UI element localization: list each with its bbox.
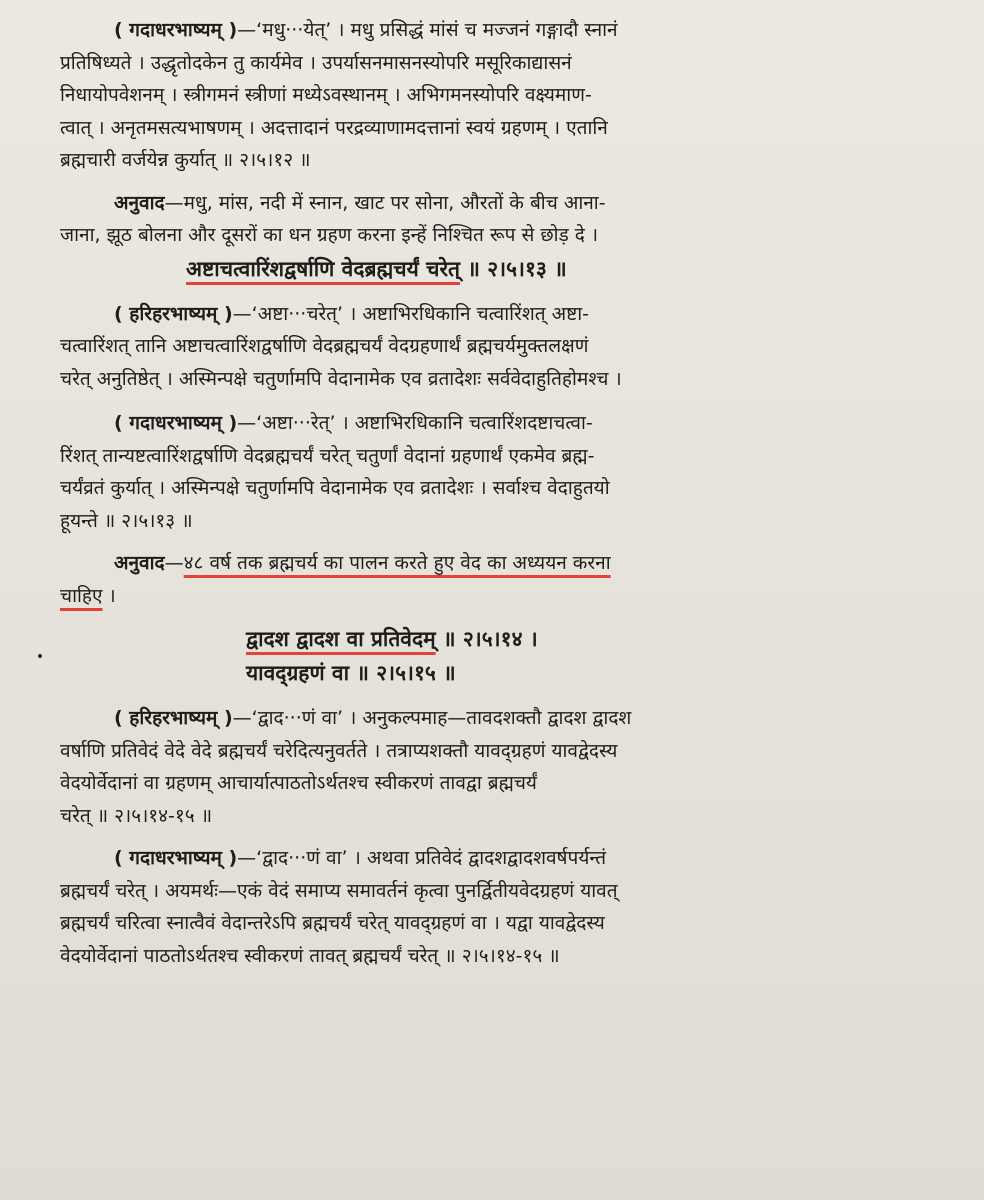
commentary-label: ( हरिहरभाष्यम् ) [114, 302, 233, 325]
text-line: ब्रह्मचर्यं चरित्वा स्नात्वैवं वेदान्तरेऽपि ब्रह्मचर्यं चरेत् यावद्ग्रहणं वा । यद्वा यावद्वेदस्य [60, 912, 605, 934]
text-line: ( गदाधरभाष्यम् )—‘अष्टा···रेत्’ । अष्टाभिरधिकानि चत्वारिंशदष्टाचत्वा- [114, 412, 593, 434]
commentary-label: ( गदाधरभाष्यम् ) [114, 19, 238, 41]
text-line: अनुवाद—४८ वर्ष तक ब्रह्मचर्य का पालन करते हुए वेद का अध्ययन करना [114, 552, 611, 574]
text-line: चर्यंव्रतं कुर्यात् । अस्मिन्पक्षे चतुर्णामपि वेदानामेक एव व्रतादेशः । सर्वाश्च वेदाहुतयो [60, 477, 610, 499]
highlighted-translation: ४८ वर्ष तक ब्रह्मचर्य का पालन करते हुए वेद का अध्ययन करना [183, 552, 611, 574]
highlighted-translation-end: चाहिए [60, 584, 103, 607]
text-line: वर्षाणि प्रतिवेदं वेदे वेदे ब्रह्मचर्यं चरेदित्यनुवर्तते । तत्राप्यशक्तौ यावद्ग्रहणं यावद्वेदस्य [60, 739, 618, 762]
text-line: जाना, झूठ बोलना और दूसरों का धन ग्रहण करना इन्हें निश्चित रूप से छोड़ दे । [60, 224, 599, 246]
text-line: ( गदाधरभाष्यम् )—‘मधु···येत्’ । मधु प्रसिद्धं मांसं च मज्जनं गङ्गादौ स्नानं [114, 19, 618, 41]
text-line: चत्वारिंशत् तानि अष्टाचत्वारिंशद्वर्षाणि वेदब्रह्मचर्यं वेदग्रहणार्थं ब्रह्मचर्यमुक्तलक्षणं [60, 335, 589, 357]
verse-15: यावद्ग्रहणं वा ॥ २।५।१५ ॥ [246, 661, 456, 685]
ink-speck [38, 654, 42, 658]
verse-14-text: द्वादश द्वादश वा प्रतिवेदम् [246, 627, 436, 651]
text-line: अनुवाद—मधु, मांस, नदी में स्नान, खाट पर सोना, औरतों के बीच आना- [114, 191, 606, 214]
text-line: रिंशत् तान्यष्टत्वारिंशद्वर्षाणि वेदब्रह्मचर्यं चरेत् चतुर्णां वेदानां ग्रहणार्थं एकमेव ब्रह्म- [60, 444, 595, 467]
verse-13-text: अष्टाचत्वारिंशद्वर्षाणि वेदब्रह्मचर्यं चरेत् [186, 256, 461, 281]
gadadhara-commentary-14-15 [60, 842, 888, 972]
translation-label: अनुवाद [114, 552, 165, 574]
text-line: हूयन्ते ॥ २।५।१३ ॥ [60, 509, 193, 532]
commentary-label: ( गदाधरभाष्यम् ) [114, 847, 238, 869]
verse-14-number: ॥ २।५।१४ । [435, 627, 538, 651]
verse-13-number: ॥ २।५।१३ ॥ [460, 256, 567, 281]
text-line: ( हरिहरभाष्यम् )—‘द्वाद···णं वा’ । अनुकल्पमाह—तावदशक्तौ द्वादश द्वादश [114, 707, 632, 729]
gadadhara-commentary-13 [60, 407, 888, 537]
translation-label: अनुवाद [114, 191, 165, 214]
text-line: चरेत् अनुतिष्ठेत् । अस्मिन्पक्षे चतुर्णामपि वेदानामेक एव व्रतादेशः सर्ववेदाहुतिहोमश्च । [60, 367, 622, 390]
harihara-commentary-13 [60, 298, 888, 396]
text-line: वेदयोर्वेदानां पाठतोऽर्थतश्च स्वीकरणं तावत् ब्रह्मचर्यं चरेत् ॥ २।५।१४-१५ ॥ [60, 944, 560, 967]
text-line: ( हरिहरभाष्यम् )—‘अष्टा···चरेत्’ । अष्टाभिरधिकानि चत्वारिंशत् अष्टा- [114, 302, 589, 325]
text-line: निधायोपवेशनम् । स्त्रीगमनं स्त्रीणां मध्येऽवस्थानम् । अभिगमनस्योपरि वक्ष्यमाण- [60, 84, 592, 106]
text-line: चाहिए । [60, 584, 116, 607]
translation-13 [60, 547, 888, 612]
text-line: प्रतिषिध्यते । उद्धृतोदकेन तु कार्यमेव । उपर्यासनमासनस्योपरि मसूरिकाद्यासनं [60, 51, 572, 74]
translation-12 [60, 187, 888, 252]
gadadhara-commentary-12 [60, 14, 888, 177]
harihara-commentary-14-15 [60, 702, 888, 832]
text-line: ब्रह्मचारी वर्जयेन्न कुर्यात् ॥ २।५।१२ ॥ [60, 149, 311, 171]
text-line: ब्रह्मचर्यं चरेत् । अयमर्थः—एकं वेदं समाप्य समावर्तनं कृत्वा पुनर्द्वितीयवेदग्रहणं यावत् [60, 879, 618, 902]
text-line: ( गदाधरभाष्यम् )—‘द्वाद···णं वा’ । अथवा प्रतिवेदं द्वादशद्वादशवर्षपर्यन्तं [114, 847, 607, 869]
text-line: त्वात् । अनृतमसत्यभाषणम् । अदत्तादानं परद्रव्याणामदत्तानां स्वयं ग्रहणम् । एतानि [60, 116, 608, 139]
commentary-label: ( गदाधरभाष्यम् ) [114, 412, 238, 434]
text-line: चरेत् ॥ २।५।१४-१५ ॥ [60, 804, 213, 827]
text-line: वेदयोर्वेदानां वा ग्रहणम् आचार्यात्पाठतोऽर्थतश्च स्वीकरणं तावद्वा ब्रह्मचर्यं [60, 772, 537, 794]
verse-13 [60, 252, 888, 286]
verse-14 [60, 622, 888, 656]
commentary-label: ( हरिहरभाष्यम् ) [114, 707, 233, 729]
